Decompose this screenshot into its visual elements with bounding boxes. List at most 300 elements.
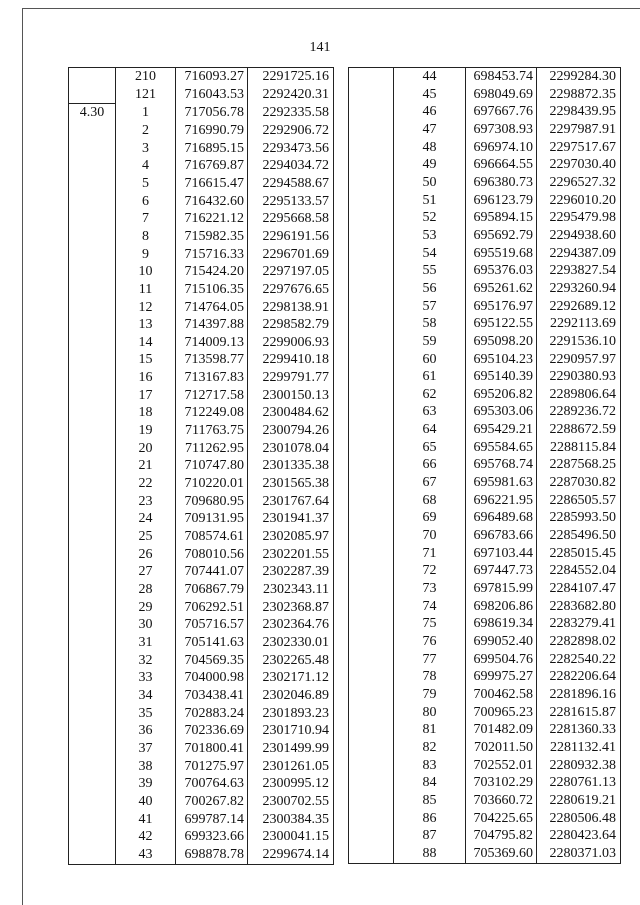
section-cell xyxy=(349,174,394,192)
x-coordinate-cell: 704000.98 xyxy=(176,669,248,687)
point-number-cell: 79 xyxy=(394,686,466,704)
x-coordinate-cell: 716432.60 xyxy=(176,193,248,211)
table-row xyxy=(69,475,334,493)
x-coordinate-cell: 697308.93 xyxy=(466,121,537,139)
y-coordinate-cell: 2297676.65 xyxy=(248,281,334,299)
section-cell xyxy=(349,262,394,280)
table-row xyxy=(349,192,621,210)
section-cell xyxy=(69,299,116,317)
x-coordinate-cell: 695303.06 xyxy=(466,403,537,421)
section-cell xyxy=(69,422,116,440)
table-row xyxy=(69,316,334,334)
table-row xyxy=(69,299,334,317)
table-row xyxy=(349,704,621,722)
x-coordinate-cell: 699504.76 xyxy=(466,651,537,669)
x-coordinate-cell: 696221.95 xyxy=(466,492,537,510)
x-coordinate-cell: 700267.82 xyxy=(176,793,248,811)
point-number-cell: 56 xyxy=(394,280,466,298)
y-coordinate-cell: 2283279.41 xyxy=(537,615,621,633)
point-number-cell: 76 xyxy=(394,633,466,651)
y-coordinate-cell: 2280761.13 xyxy=(537,774,621,792)
table-row xyxy=(349,527,621,545)
y-coordinate-cell: 2292906.72 xyxy=(248,122,334,140)
table-row xyxy=(69,157,334,175)
y-coordinate-cell: 2301767.64 xyxy=(248,493,334,511)
table-row xyxy=(349,492,621,510)
point-number-cell: 50 xyxy=(394,174,466,192)
x-coordinate-cell: 715424.20 xyxy=(176,263,248,281)
section-cell xyxy=(69,404,116,422)
x-coordinate-cell: 695176.97 xyxy=(466,298,537,316)
section-cell xyxy=(349,209,394,227)
table-row xyxy=(69,351,334,369)
section-cell xyxy=(349,315,394,333)
x-coordinate-cell: 710220.01 xyxy=(176,475,248,493)
y-coordinate-cell: 2284552.04 xyxy=(537,562,621,580)
section-cell xyxy=(349,474,394,492)
section-cell xyxy=(69,228,116,246)
point-number-cell: 73 xyxy=(394,580,466,598)
table-row xyxy=(349,227,621,245)
table-row xyxy=(349,598,621,616)
y-coordinate-cell: 2282206.64 xyxy=(537,668,621,686)
x-coordinate-cell: 716043.53 xyxy=(176,86,248,104)
x-coordinate-cell: 717056.78 xyxy=(176,104,248,122)
table-row xyxy=(69,263,334,281)
section-cell xyxy=(69,440,116,458)
section-cell xyxy=(69,687,116,705)
point-number-cell: 18 xyxy=(116,404,176,422)
table-row xyxy=(349,580,621,598)
x-coordinate-cell: 712717.58 xyxy=(176,387,248,405)
point-number-cell: 85 xyxy=(394,792,466,810)
x-coordinate-cell: 714764.05 xyxy=(176,299,248,317)
section-cell xyxy=(349,351,394,369)
point-number-cell: 40 xyxy=(116,793,176,811)
point-number-cell: 25 xyxy=(116,528,176,546)
x-coordinate-cell: 695981.63 xyxy=(466,474,537,492)
table-row xyxy=(69,546,334,564)
x-coordinate-cell: 705141.63 xyxy=(176,634,248,652)
x-coordinate-cell: 701800.41 xyxy=(176,740,248,758)
table-row xyxy=(349,810,621,828)
point-number-cell: 60 xyxy=(394,351,466,369)
y-coordinate-cell: 2297987.91 xyxy=(537,121,621,139)
x-coordinate-cell: 696974.10 xyxy=(466,139,537,157)
section-cell xyxy=(349,456,394,474)
table-row xyxy=(69,811,334,829)
point-number-cell: 37 xyxy=(116,740,176,758)
y-coordinate-cell: 2286505.57 xyxy=(537,492,621,510)
section-cell xyxy=(69,246,116,264)
x-coordinate-cell: 700462.58 xyxy=(466,686,537,704)
point-number-cell: 87 xyxy=(394,827,466,845)
section-cell xyxy=(69,193,116,211)
section-cell xyxy=(349,333,394,351)
section-cell xyxy=(349,386,394,404)
point-number-cell: 67 xyxy=(394,474,466,492)
x-coordinate-cell: 695584.65 xyxy=(466,439,537,457)
point-number-cell: 10 xyxy=(116,263,176,281)
table-row xyxy=(349,686,621,704)
table-row xyxy=(69,581,334,599)
y-coordinate-cell: 2289806.64 xyxy=(537,386,621,404)
table-row xyxy=(349,845,621,863)
x-coordinate-cell: 698453.74 xyxy=(466,68,537,86)
section-cell xyxy=(69,669,116,687)
table-row xyxy=(69,793,334,811)
y-coordinate-cell: 2282540.22 xyxy=(537,651,621,669)
y-coordinate-cell: 2296010.20 xyxy=(537,192,621,210)
x-coordinate-cell: 695098.20 xyxy=(466,333,537,351)
point-number-cell: 28 xyxy=(116,581,176,599)
point-number-cell: 29 xyxy=(116,599,176,617)
x-coordinate-cell: 696489.68 xyxy=(466,509,537,527)
section-cell xyxy=(69,387,116,405)
point-number-cell: 14 xyxy=(116,334,176,352)
y-coordinate-cell: 2300041.15 xyxy=(248,828,334,846)
section-cell xyxy=(349,298,394,316)
table-row xyxy=(349,757,621,775)
x-coordinate-cell: 697667.76 xyxy=(466,103,537,121)
y-coordinate-cell: 2296701.69 xyxy=(248,246,334,264)
table-row xyxy=(349,562,621,580)
table-row xyxy=(69,422,334,440)
y-coordinate-cell: 2301941.37 xyxy=(248,510,334,528)
section-cell xyxy=(349,668,394,686)
point-number-cell: 57 xyxy=(394,298,466,316)
y-coordinate-cell: 2295479.98 xyxy=(537,209,621,227)
point-number-cell: 43 xyxy=(116,846,176,864)
table-row xyxy=(349,368,621,386)
point-number-cell: 210 xyxy=(116,68,176,86)
point-number-cell: 17 xyxy=(116,387,176,405)
table-row xyxy=(69,758,334,776)
x-coordinate-cell: 704569.35 xyxy=(176,652,248,670)
point-number-cell: 32 xyxy=(116,652,176,670)
table-row xyxy=(349,86,621,104)
table-row xyxy=(69,68,334,86)
y-coordinate-cell: 2301335.38 xyxy=(248,457,334,475)
table-row xyxy=(349,121,621,139)
table-row xyxy=(349,403,621,421)
point-number-cell: 59 xyxy=(394,333,466,351)
x-coordinate-cell: 707441.07 xyxy=(176,563,248,581)
y-coordinate-cell: 2281360.33 xyxy=(537,721,621,739)
y-coordinate-cell: 2292689.12 xyxy=(537,298,621,316)
table-row xyxy=(69,246,334,264)
section-cell xyxy=(349,245,394,263)
point-number-cell: 121 xyxy=(116,86,176,104)
section-cell xyxy=(69,210,116,228)
point-number-cell: 52 xyxy=(394,209,466,227)
x-coordinate-cell: 715982.35 xyxy=(176,228,248,246)
section-cell xyxy=(349,280,394,298)
x-coordinate-cell: 713167.83 xyxy=(176,369,248,387)
y-coordinate-cell: 2283682.80 xyxy=(537,598,621,616)
y-coordinate-cell: 2299006.93 xyxy=(248,334,334,352)
point-number-cell: 51 xyxy=(394,192,466,210)
x-coordinate-cell: 716615.47 xyxy=(176,175,248,193)
y-coordinate-cell: 2300484.62 xyxy=(248,404,334,422)
table-row xyxy=(349,333,621,351)
point-number-cell: 26 xyxy=(116,546,176,564)
y-coordinate-cell: 2301078.04 xyxy=(248,440,334,458)
point-number-cell: 47 xyxy=(394,121,466,139)
y-coordinate-cell: 2298439.95 xyxy=(537,103,621,121)
table-row xyxy=(349,456,621,474)
table-row xyxy=(69,175,334,193)
x-coordinate-cell: 711262.95 xyxy=(176,440,248,458)
point-number-cell: 62 xyxy=(394,386,466,404)
table-row xyxy=(69,652,334,670)
section-cell xyxy=(349,686,394,704)
y-coordinate-cell: 2280371.03 xyxy=(537,845,621,863)
point-number-cell: 54 xyxy=(394,245,466,263)
y-coordinate-cell: 2287568.25 xyxy=(537,456,621,474)
y-coordinate-cell: 2301499.99 xyxy=(248,740,334,758)
point-number-cell: 80 xyxy=(394,704,466,722)
section-cell xyxy=(349,598,394,616)
section-cell xyxy=(69,775,116,793)
table-row xyxy=(69,493,334,511)
section-cell xyxy=(349,509,394,527)
x-coordinate-cell: 714397.88 xyxy=(176,316,248,334)
point-number-cell: 58 xyxy=(394,315,466,333)
x-coordinate-cell: 695768.74 xyxy=(466,456,537,474)
section-cell xyxy=(69,581,116,599)
table-row xyxy=(349,509,621,527)
table-row xyxy=(69,440,334,458)
section-cell xyxy=(349,421,394,439)
point-number-cell: 72 xyxy=(394,562,466,580)
table-row xyxy=(349,103,621,121)
y-coordinate-cell: 2298872.35 xyxy=(537,86,621,104)
point-number-cell: 68 xyxy=(394,492,466,510)
x-coordinate-cell: 705369.60 xyxy=(466,845,537,863)
page-number: 141 xyxy=(309,40,331,55)
x-coordinate-cell: 699323.66 xyxy=(176,828,248,846)
section-cell xyxy=(349,704,394,722)
section-cell xyxy=(69,140,116,158)
section-cell xyxy=(349,139,394,157)
point-number-cell: 11 xyxy=(116,281,176,299)
section-cell xyxy=(69,122,116,140)
y-coordinate-cell: 2301261.05 xyxy=(248,758,334,776)
section-cell xyxy=(349,439,394,457)
point-number-cell: 65 xyxy=(394,439,466,457)
section-cell xyxy=(69,563,116,581)
section-cell xyxy=(349,492,394,510)
table-row xyxy=(349,792,621,810)
x-coordinate-cell: 711763.75 xyxy=(176,422,248,440)
y-coordinate-cell: 2301710.94 xyxy=(248,722,334,740)
y-coordinate-cell: 2280423.64 xyxy=(537,827,621,845)
section-cell xyxy=(69,828,116,846)
point-number-cell: 39 xyxy=(116,775,176,793)
section-cell xyxy=(349,633,394,651)
y-coordinate-cell: 2300794.26 xyxy=(248,422,334,440)
y-coordinate-cell: 2285015.45 xyxy=(537,545,621,563)
section-cell xyxy=(69,546,116,564)
section-cell xyxy=(349,192,394,210)
y-coordinate-cell: 2300384.35 xyxy=(248,811,334,829)
point-number-cell: 63 xyxy=(394,403,466,421)
x-coordinate-cell: 695206.82 xyxy=(466,386,537,404)
point-number-cell: 9 xyxy=(116,246,176,264)
x-coordinate-cell: 702336.69 xyxy=(176,722,248,740)
point-number-cell: 34 xyxy=(116,687,176,705)
table-row xyxy=(69,140,334,158)
section-cell xyxy=(349,227,394,245)
x-coordinate-cell: 715106.35 xyxy=(176,281,248,299)
table-row xyxy=(349,280,621,298)
section-cell xyxy=(349,68,394,86)
x-coordinate-cell: 708010.56 xyxy=(176,546,248,564)
x-coordinate-cell: 699787.14 xyxy=(176,811,248,829)
section-cell xyxy=(349,774,394,792)
y-coordinate-cell: 2289236.72 xyxy=(537,403,621,421)
x-coordinate-cell: 702011.50 xyxy=(466,739,537,757)
section-cell xyxy=(69,68,116,86)
section-cell xyxy=(69,457,116,475)
y-coordinate-cell: 2294034.72 xyxy=(248,157,334,175)
section-cell xyxy=(349,721,394,739)
table-row xyxy=(349,439,621,457)
x-coordinate-cell: 702552.01 xyxy=(466,757,537,775)
y-coordinate-cell: 2293260.94 xyxy=(537,280,621,298)
y-coordinate-cell: 2284107.47 xyxy=(537,580,621,598)
section-cell xyxy=(349,545,394,563)
table-row xyxy=(69,705,334,723)
point-number-cell: 64 xyxy=(394,421,466,439)
y-coordinate-cell: 2288115.84 xyxy=(537,439,621,457)
point-number-cell: 6 xyxy=(116,193,176,211)
section-cell xyxy=(69,475,116,493)
y-coordinate-cell: 2302265.48 xyxy=(248,652,334,670)
y-coordinate-cell: 2299410.18 xyxy=(248,351,334,369)
point-number-cell: 42 xyxy=(116,828,176,846)
section-cell xyxy=(349,156,394,174)
x-coordinate-cell: 714009.13 xyxy=(176,334,248,352)
y-coordinate-cell: 2295668.58 xyxy=(248,210,334,228)
x-coordinate-cell: 696123.79 xyxy=(466,192,537,210)
point-number-cell: 35 xyxy=(116,705,176,723)
point-number-cell: 82 xyxy=(394,739,466,757)
x-coordinate-cell: 716221.12 xyxy=(176,210,248,228)
table-row xyxy=(349,668,621,686)
section-cell xyxy=(349,86,394,104)
x-coordinate-cell: 705716.57 xyxy=(176,616,248,634)
point-number-cell: 30 xyxy=(116,616,176,634)
table-row xyxy=(69,334,334,352)
point-number-cell: 1 xyxy=(116,104,176,122)
table-row xyxy=(69,104,334,122)
point-number-cell: 55 xyxy=(394,262,466,280)
y-coordinate-cell: 2295133.57 xyxy=(248,193,334,211)
x-coordinate-cell: 703102.29 xyxy=(466,774,537,792)
table-row xyxy=(69,457,334,475)
y-coordinate-cell: 2291725.16 xyxy=(248,68,334,86)
point-number-cell: 27 xyxy=(116,563,176,581)
table-row xyxy=(69,775,334,793)
section-cell xyxy=(69,263,116,281)
table-row xyxy=(69,563,334,581)
point-number-cell: 61 xyxy=(394,368,466,386)
x-coordinate-cell: 697447.73 xyxy=(466,562,537,580)
table-row xyxy=(349,827,621,845)
table-row xyxy=(69,722,334,740)
y-coordinate-cell: 2291536.10 xyxy=(537,333,621,351)
table-row xyxy=(349,139,621,157)
x-coordinate-cell: 696783.66 xyxy=(466,527,537,545)
section-cell xyxy=(69,811,116,829)
table-row xyxy=(349,386,621,404)
x-coordinate-cell: 704795.82 xyxy=(466,827,537,845)
section-cell xyxy=(69,334,116,352)
x-coordinate-cell: 697103.44 xyxy=(466,545,537,563)
y-coordinate-cell: 2282898.02 xyxy=(537,633,621,651)
table-row xyxy=(69,122,334,140)
y-coordinate-cell: 2294588.67 xyxy=(248,175,334,193)
table-row xyxy=(69,387,334,405)
table-row xyxy=(69,210,334,228)
point-number-cell: 20 xyxy=(116,440,176,458)
y-coordinate-cell: 2302343.11 xyxy=(248,581,334,599)
y-coordinate-cell: 2302287.39 xyxy=(248,563,334,581)
section-cell xyxy=(69,351,116,369)
point-number-cell: 77 xyxy=(394,651,466,669)
point-number-cell: 16 xyxy=(116,369,176,387)
section-cell xyxy=(69,86,116,104)
y-coordinate-cell: 2281615.87 xyxy=(537,704,621,722)
y-coordinate-cell: 2300995.12 xyxy=(248,775,334,793)
x-coordinate-cell: 709680.95 xyxy=(176,493,248,511)
section-cell xyxy=(69,369,116,387)
table-row xyxy=(69,634,334,652)
table-row xyxy=(349,262,621,280)
point-number-cell: 81 xyxy=(394,721,466,739)
section-cell xyxy=(69,157,116,175)
section-cell xyxy=(69,793,116,811)
section-cell xyxy=(349,562,394,580)
y-coordinate-cell: 2296191.56 xyxy=(248,228,334,246)
point-number-cell: 12 xyxy=(116,299,176,317)
section-cell xyxy=(69,510,116,528)
y-coordinate-cell: 2280932.38 xyxy=(537,757,621,775)
section-cell xyxy=(69,705,116,723)
x-coordinate-cell: 703438.41 xyxy=(176,687,248,705)
y-coordinate-cell: 2293827.54 xyxy=(537,262,621,280)
x-coordinate-cell: 695429.21 xyxy=(466,421,537,439)
point-number-cell: 71 xyxy=(394,545,466,563)
table-row xyxy=(69,616,334,634)
section-cell xyxy=(349,792,394,810)
x-coordinate-cell: 716769.87 xyxy=(176,157,248,175)
x-coordinate-cell: 695140.39 xyxy=(466,368,537,386)
point-number-cell: 19 xyxy=(116,422,176,440)
table-row xyxy=(349,633,621,651)
point-number-cell: 84 xyxy=(394,774,466,792)
y-coordinate-cell: 2298582.79 xyxy=(248,316,334,334)
y-coordinate-cell: 2294938.60 xyxy=(537,227,621,245)
y-coordinate-cell: 2281132.41 xyxy=(537,739,621,757)
point-number-cell: 49 xyxy=(394,156,466,174)
y-coordinate-cell: 2290380.93 xyxy=(537,368,621,386)
point-number-cell: 22 xyxy=(116,475,176,493)
x-coordinate-cell: 700965.23 xyxy=(466,704,537,722)
table-row xyxy=(349,721,621,739)
